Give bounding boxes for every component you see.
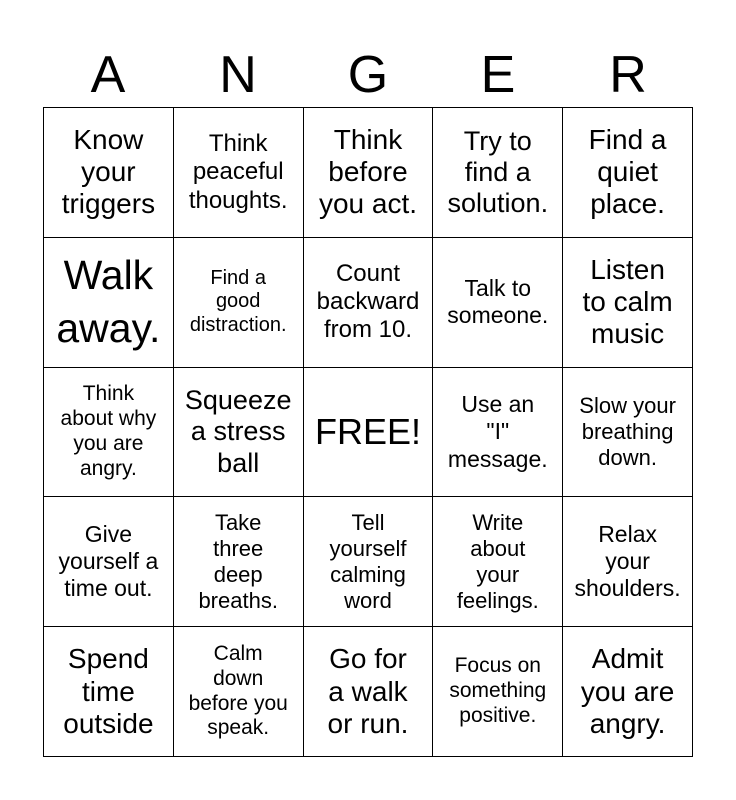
bingo-cell-r5-c4[interactable] [433, 627, 563, 757]
cell-label: Talk to someone. [447, 275, 549, 329]
cell-label: Know your triggers [61, 124, 156, 220]
bingo-cell-r5-c5[interactable] [563, 627, 693, 757]
bingo-cell-r5-c1[interactable] [44, 627, 174, 757]
cell-label: Think peaceful thoughts. [188, 129, 288, 214]
cell-label: Calm down before you speak. [188, 642, 288, 740]
cell-label: Slow your breathing down. [579, 393, 676, 470]
bingo-cell-r2-c2[interactable] [174, 238, 304, 368]
bingo-cell-r1-c5[interactable] [563, 108, 693, 238]
free-space-label: FREE! [314, 410, 421, 452]
bingo-cell-r3-c1[interactable] [44, 368, 174, 498]
bingo-cell-r5-c2[interactable] [174, 627, 304, 757]
bingo-cell-r2-c1[interactable] [44, 238, 174, 368]
cell-label: Listen to calm music [582, 253, 673, 350]
bingo-cell-r3-c5[interactable] [563, 368, 693, 498]
cell-label: Squeeze a stress ball [184, 385, 292, 478]
bingo-cell-r2-c3[interactable] [304, 238, 434, 368]
bingo-cell-r2-c4[interactable] [433, 238, 563, 368]
cell-label: Find a good distraction. [189, 266, 287, 336]
cell-label: Take three deep breaths. [198, 509, 278, 613]
bingo-cell-r5-c3[interactable] [304, 627, 434, 757]
header-letter-a: A [90, 46, 126, 104]
bingo-cell-r4-c5[interactable] [563, 497, 693, 627]
cell-label: Go for a walk or run. [327, 643, 409, 739]
cell-label: Focus on something positive. [449, 654, 547, 727]
cell-label: Think about why you are angry. [60, 382, 157, 480]
bingo-cell-r1-c4[interactable] [433, 108, 563, 238]
cell-label: Think before you act. [318, 124, 418, 220]
cell-label: Walk away. [56, 251, 161, 352]
cell-label: Use an "I" message. [447, 391, 548, 472]
header-letter-e: E [480, 46, 516, 104]
cell-label: Find a quiet place. [588, 124, 667, 220]
bingo-cell-r2-c5[interactable] [563, 238, 693, 368]
bingo-cell-r4-c4[interactable] [433, 497, 563, 627]
bingo-cell-r1-c1[interactable] [44, 108, 174, 238]
bingo-board [43, 107, 693, 757]
cell-label: Tell yourself calming word [329, 509, 407, 613]
header-letter-n: N [219, 46, 257, 104]
header-letter-r: R [609, 46, 647, 104]
cell-label: Give yourself a time out. [58, 521, 159, 602]
bingo-cell-r3-c2[interactable] [174, 368, 304, 498]
bingo-cell-r3-c4[interactable] [433, 368, 563, 498]
bingo-cell-r1-c2[interactable] [174, 108, 304, 238]
bingo-cell-r1-c3[interactable] [304, 108, 434, 238]
bingo-header [43, 44, 693, 106]
bingo-cell-r4-c2[interactable] [174, 497, 304, 627]
bingo-cell-r4-c3[interactable] [304, 497, 434, 627]
free-space-cell[interactable] [304, 368, 434, 498]
cell-label: Relax your shoulders. [574, 521, 681, 602]
cell-label: Count backward from 10. [316, 259, 420, 344]
cell-label: Try to find a solution. [447, 125, 549, 218]
cell-label: Admit you are angry. [580, 643, 675, 739]
cell-label: Write about your feelings. [456, 509, 539, 613]
header-letter-g: G [347, 46, 389, 104]
cell-label: Spend time outside [63, 643, 154, 739]
bingo-cell-r4-c1[interactable] [44, 497, 174, 627]
